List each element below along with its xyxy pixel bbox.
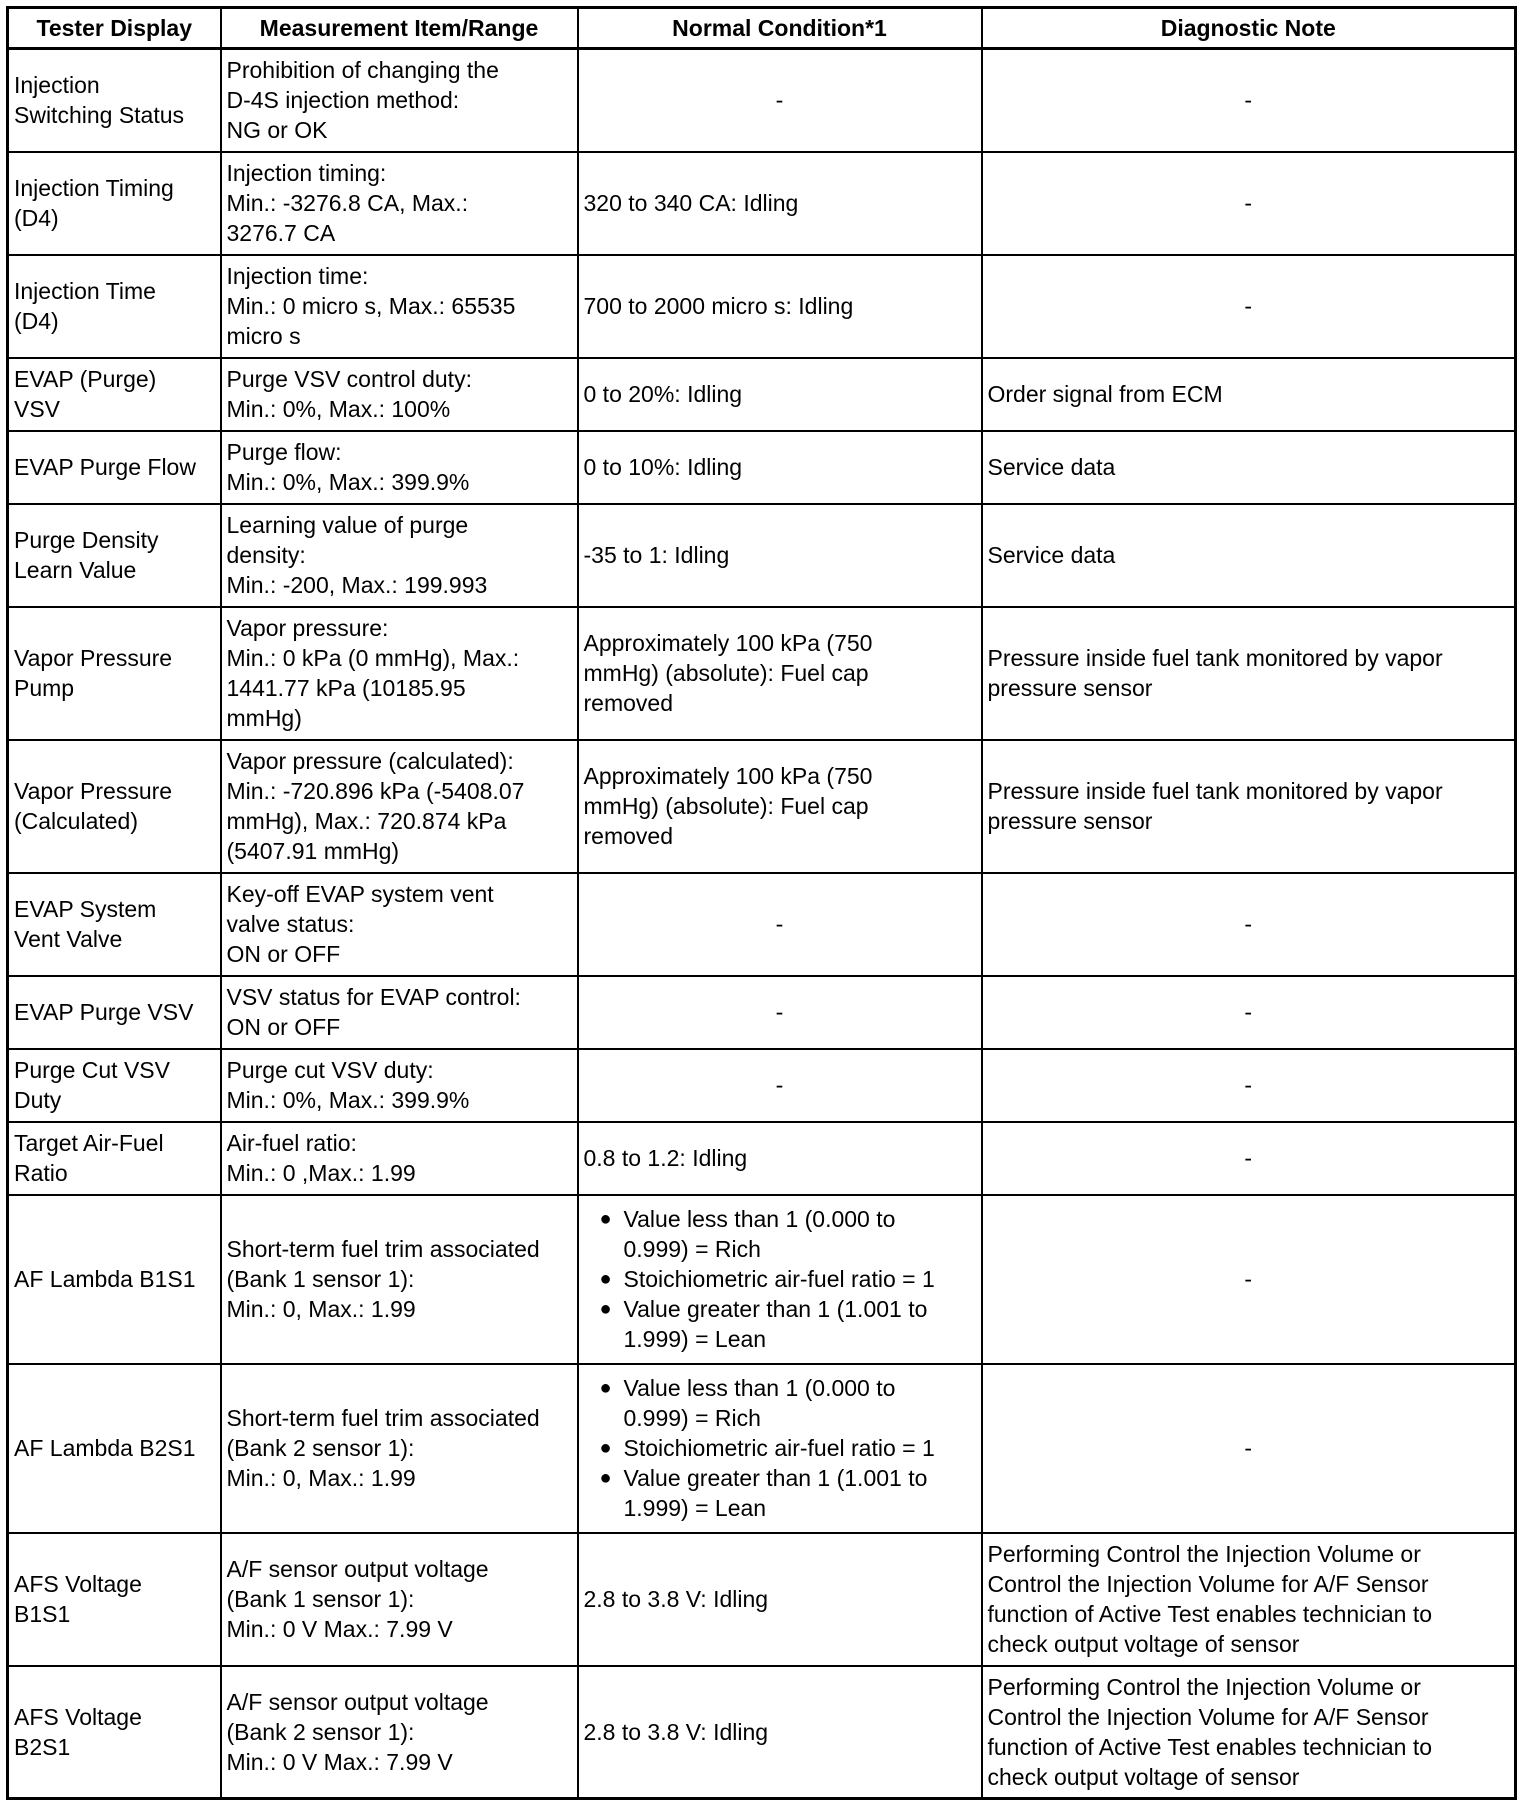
tester-display-cell: AFS Voltage B1S1	[8, 1533, 221, 1666]
table-row	[8, 152, 1516, 255]
tester-display-cell: Vapor Pressure Pump	[8, 607, 221, 740]
tester-display-cell: Purge Cut VSV Duty	[8, 1049, 221, 1122]
measurement-cell: A/F sensor output voltage (Bank 2 sensor 1): Min.: 0 V Max.: 7.99 V	[221, 1666, 578, 1799]
measurement-cell: Key-off EVAP system vent valve status: ON or OFF	[221, 873, 578, 976]
measurement-cell: Injection timing: Min.: -3276.8 CA, Max.: 3276.7 CA	[221, 152, 578, 255]
tester-display-cell: Injection Switching Status	[8, 49, 221, 152]
normal-condition-cell	[578, 1364, 982, 1533]
diagnostic-note-cell: -	[982, 255, 1516, 358]
diagnostic-note-cell: Pressure inside fuel tank monitored by vapor pressure sensor	[982, 607, 1516, 740]
diagnostic-note-cell: Performing Control the Injection Volume or Control the Injection Volume for A/F Sensor function of Active Test enables technician to check output voltage of sensor	[982, 1533, 1516, 1666]
data-list-table	[6, 6, 1517, 1800]
header-normal-condition: Normal Condition*1	[578, 8, 982, 49]
normal-condition-cell	[578, 1195, 982, 1364]
header-measurement-item: Measurement Item/Range	[221, 8, 578, 49]
table-row	[8, 1049, 1516, 1122]
diagnostic-note-cell: Service data	[982, 431, 1516, 504]
tester-display-cell: Target Air-Fuel Ratio	[8, 1122, 221, 1195]
tester-display-cell: EVAP Purge Flow	[8, 431, 221, 504]
normal-condition-cell: -	[578, 976, 982, 1049]
list-item: ● Value greater than 1 (1.001 to 1.999) = Lean	[584, 1294, 976, 1354]
tester-display-cell: AF Lambda B1S1	[8, 1195, 221, 1364]
normal-condition-list	[584, 1373, 976, 1523]
diagnostic-note-cell: -	[982, 1195, 1516, 1364]
tester-display-cell: Injection Timing (D4)	[8, 152, 221, 255]
table-row	[8, 358, 1516, 431]
diagnostic-note-cell: Service data	[982, 504, 1516, 607]
table-row	[8, 976, 1516, 1049]
measurement-cell: Vapor pressure: Min.: 0 kPa (0 mmHg), Max.: 1441.77 kPa (10185.95 mmHg)	[221, 607, 578, 740]
normal-condition-cell: Approximately 100 kPa (750 mmHg) (absolute): Fuel cap removed	[578, 607, 982, 740]
table-row	[8, 1533, 1516, 1666]
diagnostic-note-cell: -	[982, 976, 1516, 1049]
table-row	[8, 873, 1516, 976]
list-item: ● Stoichiometric air-fuel ratio = 1	[584, 1433, 976, 1463]
measurement-cell: Short-term fuel trim associated (Bank 1 sensor 1): Min.: 0, Max.: 1.99	[221, 1195, 578, 1364]
tester-display-cell: AFS Voltage B2S1	[8, 1666, 221, 1799]
normal-condition-cell: 320 to 340 CA: Idling	[578, 152, 982, 255]
tester-display-cell: Purge Density Learn Value	[8, 504, 221, 607]
table-row	[8, 740, 1516, 873]
list-item: ● Stoichiometric air-fuel ratio = 1	[584, 1264, 976, 1294]
normal-condition-cell: 0.8 to 1.2: Idling	[578, 1122, 982, 1195]
table-row	[8, 1666, 1516, 1799]
measurement-cell: Air-fuel ratio: Min.: 0 ,Max.: 1.99	[221, 1122, 578, 1195]
diagnostic-note-cell: -	[982, 873, 1516, 976]
header-tester-display: Tester Display	[8, 8, 221, 49]
normal-condition-cell: 0 to 10%: Idling	[578, 431, 982, 504]
tester-display-cell: Injection Time (D4)	[8, 255, 221, 358]
header-diagnostic-note: Diagnostic Note	[982, 8, 1516, 49]
measurement-cell: Purge VSV control duty: Min.: 0%, Max.: 100%	[221, 358, 578, 431]
measurement-cell: Purge cut VSV duty: Min.: 0%, Max.: 399.9%	[221, 1049, 578, 1122]
measurement-cell: A/F sensor output voltage (Bank 1 sensor 1): Min.: 0 V Max.: 7.99 V	[221, 1533, 578, 1666]
tester-display-cell: AF Lambda B2S1	[8, 1364, 221, 1533]
table-row	[8, 1195, 1516, 1364]
table-row	[8, 49, 1516, 152]
diagnostic-note-cell: -	[982, 49, 1516, 152]
tester-display-cell: EVAP Purge VSV	[8, 976, 221, 1049]
measurement-cell: Injection time: Min.: 0 micro s, Max.: 65535 micro s	[221, 255, 578, 358]
normal-condition-cell: Approximately 100 kPa (750 mmHg) (absolute): Fuel cap removed	[578, 740, 982, 873]
normal-condition-cell: -35 to 1: Idling	[578, 504, 982, 607]
normal-condition-cell: 2.8 to 3.8 V: Idling	[578, 1666, 982, 1799]
diagnostic-note-cell: -	[982, 1122, 1516, 1195]
header-row	[8, 8, 1516, 49]
normal-condition-list	[584, 1204, 976, 1354]
diagnostic-note-cell: -	[982, 1049, 1516, 1122]
measurement-cell: Learning value of purge density: Min.: -200, Max.: 199.993	[221, 504, 578, 607]
normal-condition-cell: 700 to 2000 micro s: Idling	[578, 255, 982, 358]
diagnostic-note-cell: Performing Control the Injection Volume or Control the Injection Volume for A/F Sensor function of Active Test enables technician to check output voltage of sensor	[982, 1666, 1516, 1799]
diagnostic-note-cell: -	[982, 152, 1516, 255]
normal-condition-cell: 0 to 20%: Idling	[578, 358, 982, 431]
normal-condition-cell: -	[578, 1049, 982, 1122]
measurement-cell: Short-term fuel trim associated (Bank 2 sensor 1): Min.: 0, Max.: 1.99	[221, 1364, 578, 1533]
diagnostic-note-cell: -	[982, 1364, 1516, 1533]
table-row	[8, 504, 1516, 607]
tester-display-cell: EVAP (Purge) VSV	[8, 358, 221, 431]
tester-display-cell: EVAP System Vent Valve	[8, 873, 221, 976]
normal-condition-cell: -	[578, 49, 982, 152]
measurement-cell: Vapor pressure (calculated): Min.: -720.896 kPa (-5408.07 mmHg), Max.: 720.874 kPa (5407.91 mmHg)	[221, 740, 578, 873]
table-row	[8, 1122, 1516, 1195]
measurement-cell: Purge flow: Min.: 0%, Max.: 399.9%	[221, 431, 578, 504]
diagnostic-note-cell: Pressure inside fuel tank monitored by vapor pressure sensor	[982, 740, 1516, 873]
table-row	[8, 431, 1516, 504]
list-item: ● Value less than 1 (0.000 to 0.999) = Rich	[584, 1373, 976, 1433]
list-item: ● Value greater than 1 (1.001 to 1.999) = Lean	[584, 1463, 976, 1523]
table-row	[8, 255, 1516, 358]
list-item: ● Value less than 1 (0.000 to 0.999) = Rich	[584, 1204, 976, 1264]
measurement-cell: VSV status for EVAP control: ON or OFF	[221, 976, 578, 1049]
table-row	[8, 1364, 1516, 1533]
table-row	[8, 607, 1516, 740]
normal-condition-cell: 2.8 to 3.8 V: Idling	[578, 1533, 982, 1666]
normal-condition-cell: -	[578, 873, 982, 976]
tester-display-cell: Vapor Pressure (Calculated)	[8, 740, 221, 873]
measurement-cell: Prohibition of changing the D-4S injection method: NG or OK	[221, 49, 578, 152]
diagnostic-note-cell: Order signal from ECM	[982, 358, 1516, 431]
